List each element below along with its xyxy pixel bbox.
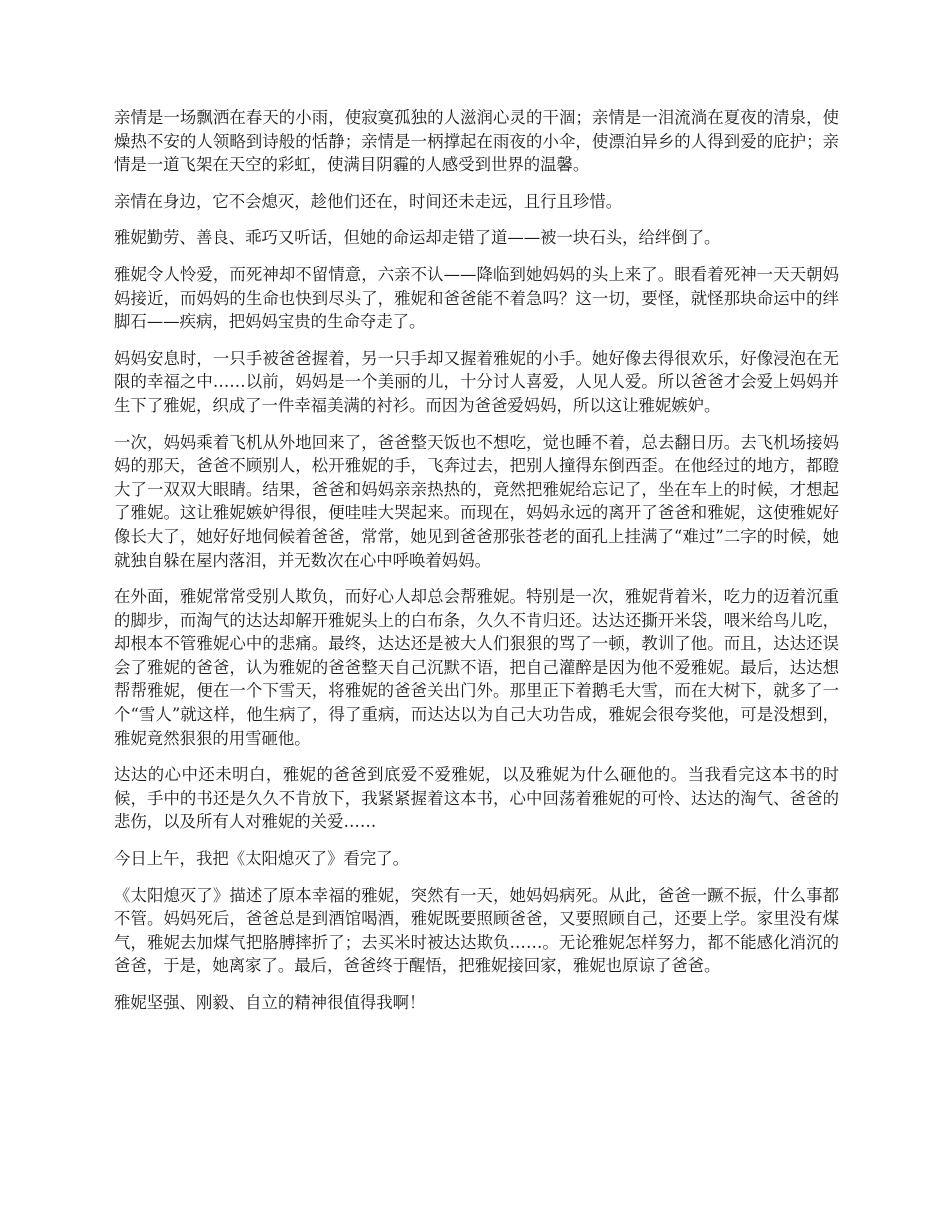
paragraph: 今日上午，我把《太阳熄灭了》看完了。 [114, 849, 410, 869]
paragraph: 亲情是一场飘洒在春天的小雨，使寂寞孤独的人滋润心灵的干涸；亲情是一泪流淌在夏夜的清泉，使燥热不安的人领略到诗般的恬静；亲情是一柄撑起在雨夜的小伞，使漂泊异乡的人得到爱的庇护；亲情是一道飞架在天空的彩虹，使满目阴霾的人感受到世界的温馨。 [114, 108, 839, 175]
document-body [114, 106, 839, 1028]
paragraph: 雅妮勤劳、善良、乖巧又听话，但她的命运却走错了道——被一块石头，给绊倒了。 [114, 228, 721, 248]
paragraph: 《太阳熄灭了》描述了原本幸福的雅妮，突然有一天，她妈妈病死。从此，爸爸一蹶不振，什么事都不管。妈妈死后，爸爸总是到酒馆喝酒，雅妮既要照顾爸爸，又要照顾自己，还要上学。家里没有煤气，雅妮去加煤气把胳膊摔折了；去买米时被达达欺负……。无论雅妮怎样努力，都不能感化消沉的爸爸，于是，她离家了。最后，爸爸终于醒悟，把雅妮接回家，雅妮也原谅了爸爸。 [114, 885, 839, 976]
paragraph: 亲情在身边，它不会熄灭，趁他们还在，时间还未走远，且行且珍惜。 [114, 191, 623, 211]
paragraph: 一次，妈妈乘着飞机从外地回来了，爸爸整天饭也不想吃，觉也睡不着，总去翻日历。去飞机场接妈妈的那天，爸爸不顾别人，松开雅妮的手，飞奔过去，把别人撞得东倒西歪。在他经过的地方，都瞪大了一双双大眼睛。结果，爸爸和妈妈亲亲热热的，竟然把雅妮给忘记了，坐在车上的时候，才想起了雅妮。这让雅妮嫉妒得很，便哇哇大哭起来。而现在，妈妈永远的离开了爸爸和雅妮，这使雅妮好像长大了，她好好地伺候着爸爸，常常，她见到爸爸那张苍老的面孔上挂满了“难过”二字的时候，她就独自躲在屋内落泪，并无数次在心中呼唤着妈妈。 [114, 432, 839, 570]
paragraph: 达达的心中还未明白，雅妮的爸爸到底爱不爱雅妮，以及雅妮为什么砸他的。当我看完这本书的时候，手中的书还是久久不肯放下，我紧紧握着这本书，心中回荡着雅妮的可怜、达达的淘气、爸爸的悲伤，以及所有人对雅妮的关爱…… [114, 765, 839, 832]
paragraph: 在外面，雅妮常常受别人欺负，而好心人却总会帮雅妮。特别是一次，雅妮背着米，吃力的迈着沉重的脚步，而淘气的达达却解开雅妮头上的白布条，久久不肯归还。达达还撕开米袋，喂米给鸟儿吃，却根本不管雅妮心中的悲痛。最终，达达还是被大人们狠狠的骂了一顿，教训了他。而且，达达还误会了雅妮的爸爸，认为雅妮的爸爸整天自己沉默不语，把自己灌醉是因为他不爱雅妮。最后，达达想帮帮雅妮，便在一个下雪天，将雅妮的爸爸关出门外。那里正下着鹅毛大雪，而在大树下，就多了一个“雪人”就这样，他生病了，得了重病，而达达以为自己大功告成，雅妮会很夸奖他，可是没想到，雅妮竟然狠狠的用雪砸他。 [114, 587, 839, 748]
paragraph: 妈妈安息时，一只手被爸爸握着，另一只手却又握着雅妮的小手。她好像去得很欢乐，好像浸泡在无限的幸福之中……以前，妈妈是一个美丽的儿，十分讨人喜爱，人见人爱。所以爸爸才会爱上妈妈并生下了雅妮，织成了一件幸福美满的衬衫。而因为爸爸爱妈妈，所以这让雅妮嫉妒。 [114, 348, 839, 415]
paragraph: 雅妮令人怜爱，而死神却不留情意，六亲不认——降临到她妈妈的头上来了。眼看着死神一天天朝妈妈接近，而妈妈的生命也快到尽头了，雅妮和爸爸能不着急吗？这一切，要怪，就怪那块命运中的绊脚石——疾病，把妈妈宝贵的生命夺走了。 [114, 264, 839, 332]
paragraph: 雅妮坚强、刚毅、自立的精神很值得我啊！ [114, 993, 426, 1012]
